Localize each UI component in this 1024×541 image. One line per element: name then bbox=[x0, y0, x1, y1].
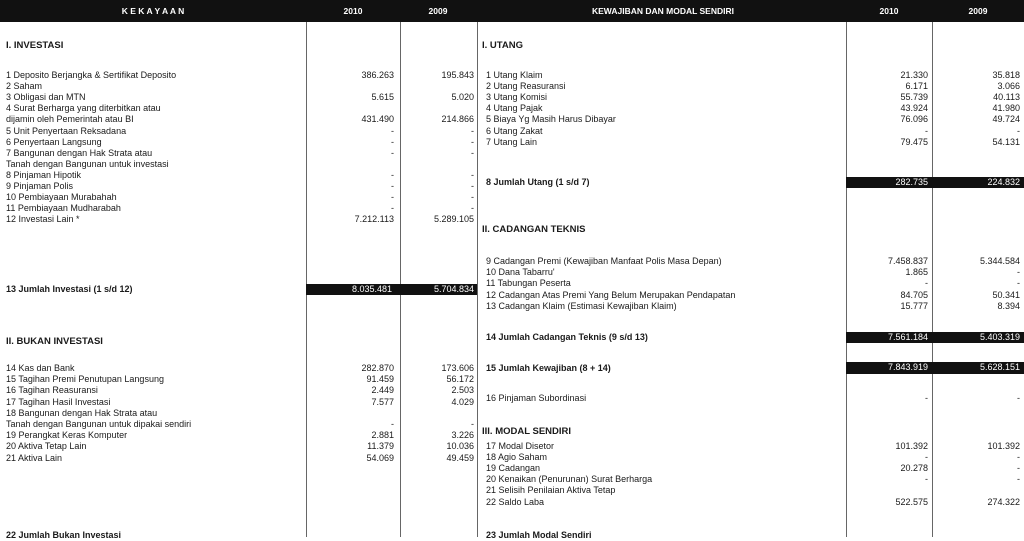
row-value-2010: 2.881 bbox=[371, 430, 394, 441]
row-value-2010: - bbox=[391, 125, 394, 136]
row-value-2010: 7.458.837 bbox=[887, 256, 928, 266]
row-value-2009: 3.226 bbox=[451, 430, 474, 441]
row-label: 2 Saham bbox=[6, 81, 43, 92]
row-value-2009: 5.289.105 bbox=[433, 214, 474, 225]
row-value-2009: 49.724 bbox=[992, 114, 1020, 125]
row-value-2009: 50.341 bbox=[992, 289, 1020, 300]
row-label: Tanah dengan Bangunan untuk dipakai sendiri bbox=[6, 419, 192, 429]
row-value-2009: - bbox=[1017, 125, 1020, 136]
row-value-2010: 11.379 bbox=[367, 441, 394, 452]
row-label: 21 Selisih Penilaian Aktiva Tetap bbox=[486, 485, 616, 496]
row-label: 2 Utang Reasuransi bbox=[486, 81, 566, 92]
row-value-2010: 21.330 bbox=[900, 70, 928, 80]
row-value-2010: 15.777 bbox=[900, 300, 928, 311]
row-value-2010: - bbox=[391, 203, 394, 214]
row-value-2010: - bbox=[925, 125, 928, 136]
row-label: 21 Aktiva Lain bbox=[6, 452, 63, 463]
total-utang-2010: 282.735 bbox=[895, 177, 928, 187]
row-value-2010: - bbox=[391, 181, 394, 191]
right-title: KEWAJIBAN DAN MODAL SENDIRI bbox=[592, 6, 734, 16]
row-value-2009: - bbox=[471, 125, 474, 136]
row-label: 6 Penyertaan Langsung bbox=[6, 136, 102, 147]
row-value-2009: 10.036 bbox=[446, 441, 474, 452]
section-investasi: I. INVESTASI bbox=[6, 40, 64, 51]
row-label: 4 Surat Berharga yang diterbitkan atau bbox=[6, 103, 161, 114]
row-label: 16 Tagihan Reasuransi bbox=[6, 385, 98, 396]
row-value-2009: 274.322 bbox=[987, 496, 1020, 507]
row-label: 17 Modal Disetor bbox=[486, 441, 555, 451]
row-value-2009: - bbox=[1017, 278, 1020, 289]
row-label: 7 Bangunan dengan Hak Strata atau bbox=[6, 147, 153, 158]
row-value-2010: 43.924 bbox=[900, 103, 928, 114]
row-value-2009: 41.980 bbox=[992, 103, 1020, 114]
row-label: 10 Pembiayaan Murabahah bbox=[6, 192, 117, 203]
row-value-2009: 56.172 bbox=[446, 374, 474, 385]
row-value-2009: 40.113 bbox=[993, 92, 1020, 103]
row-label: 17 Tagihan Hasil Investasi bbox=[6, 396, 111, 407]
row-label: 14 Kas dan Bank bbox=[6, 363, 75, 373]
row-label: 3 Utang Komisi bbox=[486, 92, 548, 103]
row-value-2010: 55.739 bbox=[900, 92, 928, 103]
row-label: 8 Pinjaman Hipotik bbox=[6, 169, 82, 180]
total-utang-2009: 224.832 bbox=[987, 177, 1020, 187]
row-value-2009: 214.866 bbox=[441, 114, 474, 125]
row-label: 10 Dana Tabarru' bbox=[486, 267, 555, 278]
row-label: Tanah dengan Bangunan untuk investasi bbox=[6, 158, 169, 169]
row-value-2010: 91.459 bbox=[366, 374, 394, 385]
left-col-2009: 2009 bbox=[428, 6, 448, 16]
row-value-2009: 4.029 bbox=[451, 396, 474, 407]
row-value-2009: - bbox=[1017, 474, 1020, 485]
total-investasi-2010: 8.035.481 bbox=[351, 284, 392, 294]
row-value-2009: - bbox=[1017, 463, 1020, 474]
row-value-2010: - bbox=[391, 169, 394, 180]
section-utang: I. UTANG bbox=[482, 40, 523, 51]
row-value-2009: - bbox=[471, 419, 474, 429]
row-value-2010: 386.263 bbox=[361, 70, 394, 80]
row-label: 20 Kenaikan (Penurunan) Surat Berharga bbox=[486, 474, 653, 485]
row-value-2009: 5.020 bbox=[451, 92, 474, 103]
row-label: 12 Investasi Lain * bbox=[6, 214, 80, 225]
row-label: 9 Pinjaman Polis bbox=[6, 181, 74, 191]
total-investasi-box bbox=[306, 284, 477, 295]
row-value-2010: - bbox=[391, 136, 394, 147]
section-bukan-investasi: II. BUKAN INVESTASI bbox=[6, 336, 103, 347]
row-value-2010: - bbox=[925, 474, 928, 485]
row-value-2010: 282.870 bbox=[361, 363, 394, 373]
right-col-2010: 2010 bbox=[879, 6, 899, 16]
row-label: 11 Tabungan Peserta bbox=[486, 278, 571, 289]
total-kewajiban-label: 15 Jumlah Kewajiban (8 + 14) bbox=[486, 363, 611, 373]
row-label: 1 Deposito Berjangka & Sertifikat Deposito bbox=[6, 70, 177, 80]
row-value-2009: 101.392 bbox=[987, 441, 1020, 451]
row-value-2009: - bbox=[471, 169, 474, 180]
row-label: 6 Utang Zakat bbox=[486, 125, 543, 136]
col-rule bbox=[477, 22, 478, 537]
row-value-2010: - bbox=[925, 452, 928, 463]
row-value-2009: - bbox=[471, 147, 474, 158]
row-value-2009: 195.843 bbox=[441, 70, 474, 80]
row-label: 18 Agio Saham bbox=[486, 452, 548, 463]
row-label: 19 Perangkat Keras Komputer bbox=[6, 430, 128, 441]
left-col-2010: 2010 bbox=[343, 6, 363, 16]
row-value-2010: - bbox=[391, 419, 394, 429]
row-value-2010: 431.490 bbox=[361, 114, 394, 125]
row-value-2010: 76.096 bbox=[900, 114, 928, 125]
row-value-2010: 101.392 bbox=[895, 441, 928, 451]
row-label: dijamin oleh Pemerintah atau BI bbox=[6, 114, 134, 125]
row-label: 7 Utang Lain bbox=[486, 136, 538, 147]
row-value-2009: 35.818 bbox=[992, 70, 1020, 80]
row-value-2010: - bbox=[391, 147, 394, 158]
row-label: 19 Cadangan bbox=[486, 463, 541, 474]
row-value-2009: - bbox=[471, 192, 474, 203]
row-label: 20 Aktiva Tetap Lain bbox=[6, 441, 87, 452]
total-cadangan-label: 14 Jumlah Cadangan Teknis (9 s/d 13) bbox=[486, 332, 648, 342]
row-label: 3 Obligasi dan MTN bbox=[6, 92, 86, 103]
row-value-2009: - bbox=[471, 203, 474, 214]
row-label: 9 Cadangan Premi (Kewajiban Manfaat Polis Masa Depan) bbox=[486, 256, 722, 266]
row-value-2010: 1.865 bbox=[905, 267, 928, 278]
section-cadangan-teknis: II. CADANGAN TEKNIS bbox=[482, 224, 586, 235]
row-value-2010: 7.212.113 bbox=[354, 214, 394, 225]
total-investasi-2009: 5.704.834 bbox=[433, 284, 474, 294]
row-label: 18 Bangunan dengan Hak Strata atau bbox=[6, 407, 158, 418]
cut-row-23: 23 Jumlah Modal Sendiri bbox=[486, 530, 592, 540]
row-value-2010: 79.475 bbox=[900, 136, 928, 147]
row-label: 22 Saldo Laba bbox=[486, 496, 545, 507]
row-value-2010: - bbox=[925, 278, 928, 289]
row-pinjaman-subordinasi: 16 Pinjaman Subordinasi bbox=[486, 393, 587, 403]
row-label: 1 Utang Klaim bbox=[486, 70, 543, 80]
total-cadangan-2009: 5.403.319 bbox=[979, 332, 1020, 342]
cut-row-22: 22 Jumlah Bukan Investasi bbox=[6, 530, 122, 540]
row-label: 5 Biaya Yg Masih Harus Dibayar bbox=[486, 114, 616, 125]
row-value-2009: - bbox=[1017, 452, 1020, 463]
row-value-2009: - bbox=[471, 136, 474, 147]
row-value-2010: 20.278 bbox=[900, 463, 928, 474]
row-label: 4 Utang Pajak bbox=[486, 103, 543, 114]
total-kewajiban-2009: 5.628.151 bbox=[979, 362, 1020, 372]
row-value-2010: 2.449 bbox=[371, 385, 394, 396]
row-label: 5 Unit Penyertaan Reksadana bbox=[6, 125, 127, 136]
right-col-2009: 2009 bbox=[968, 6, 988, 16]
row-value-2010: 522.575 bbox=[895, 496, 928, 507]
row-label: 11 Pembiayaan Mudharabah bbox=[6, 203, 121, 214]
row-label: 15 Tagihan Premi Penutupan Langsung bbox=[6, 374, 164, 385]
row-value-2010: - bbox=[391, 192, 394, 203]
row-label: 12 Cadangan Atas Premi Yang Belum Merupakan Pendapatan bbox=[486, 289, 736, 300]
row-label: 13 Cadangan Klaim (Estimasi Kewajiban Klaim) bbox=[486, 300, 677, 311]
section-modal-sendiri: III. MODAL SENDIRI bbox=[482, 426, 572, 437]
total-kewajiban-box bbox=[846, 362, 1024, 374]
total-cadangan-2010: 7.561.184 bbox=[887, 332, 928, 342]
row16-2009: - bbox=[1017, 393, 1020, 403]
row-value-2009: 2.503 bbox=[451, 385, 474, 396]
row-value-2010: 6.171 bbox=[905, 81, 928, 92]
total-kewajiban-2010: 7.843.919 bbox=[887, 362, 928, 372]
row-value-2010: 5.615 bbox=[371, 92, 394, 103]
row-value-2010: 84.705 bbox=[900, 289, 928, 300]
total-utang-box bbox=[846, 177, 1024, 188]
col-rule bbox=[932, 22, 933, 537]
total-utang-label: 8 Jumlah Utang (1 s/d 7) bbox=[486, 177, 590, 187]
row-value-2009: 5.344.584 bbox=[979, 256, 1020, 266]
row-value-2009: - bbox=[471, 181, 474, 191]
row-value-2010: 7.577 bbox=[371, 396, 394, 407]
row-value-2009: 3.066 bbox=[997, 81, 1020, 92]
row16-2010: - bbox=[925, 393, 928, 403]
total-investasi-label: 13 Jumlah Investasi (1 s/d 12) bbox=[6, 284, 133, 294]
row-value-2009: 173.606 bbox=[441, 363, 474, 373]
row-value-2009: - bbox=[1017, 267, 1020, 278]
row-value-2009: 54.131 bbox=[992, 136, 1020, 147]
header-bar bbox=[0, 0, 1024, 22]
row-value-2010: 54.069 bbox=[366, 452, 394, 463]
row-value-2009: 8.394 bbox=[997, 300, 1020, 311]
left-title: K E K A Y A A N bbox=[121, 6, 185, 16]
row-value-2009: 49.459 bbox=[446, 452, 474, 463]
total-cadangan-box bbox=[846, 332, 1024, 343]
